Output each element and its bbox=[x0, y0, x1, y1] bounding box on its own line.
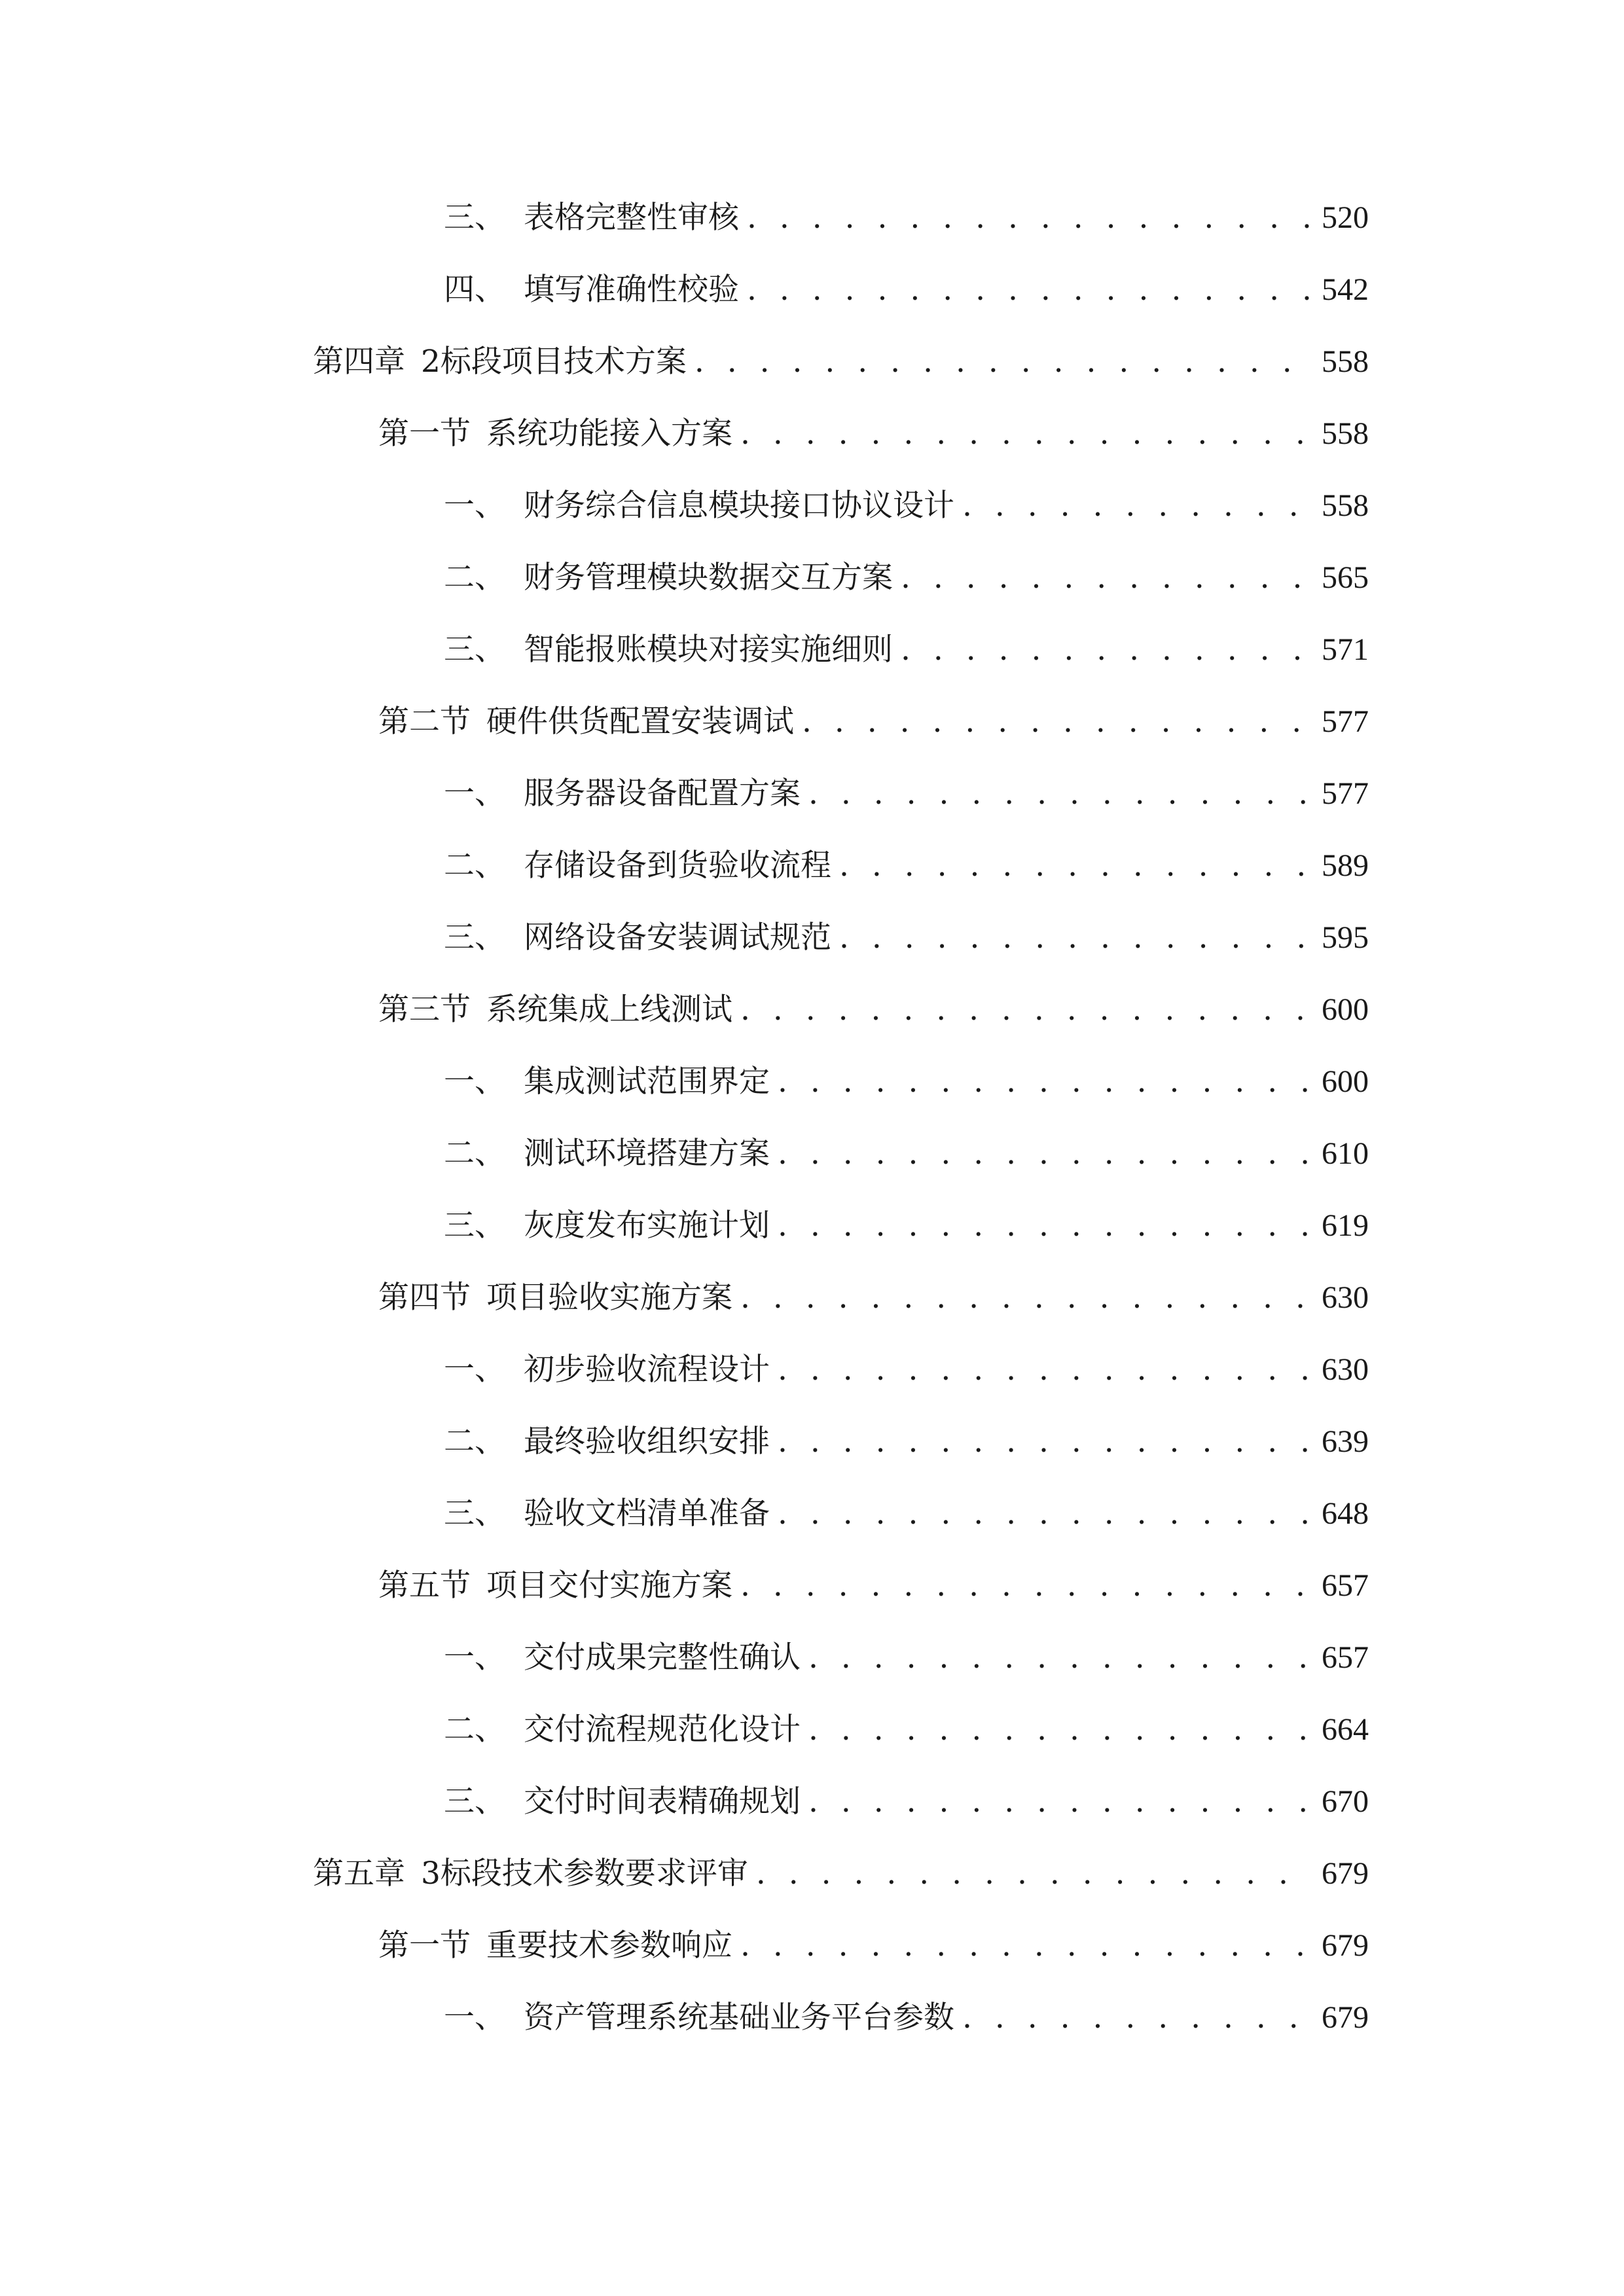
toc-entry[interactable] bbox=[444, 1992, 1369, 2044]
toc-entry-number: 一、 bbox=[444, 1352, 505, 1388]
toc-entry[interactable] bbox=[444, 1488, 1369, 1540]
toc-entry-page: 619 bbox=[1322, 1208, 1369, 1243]
toc-entry-title: 项目验收实施方案 bbox=[486, 1280, 732, 1316]
toc-entry-number: 三、 bbox=[444, 200, 505, 236]
toc-entry-number: 第四章 bbox=[313, 344, 405, 380]
toc-entry-number: 二、 bbox=[444, 1424, 505, 1460]
toc-entry-page: 600 bbox=[1322, 992, 1369, 1027]
toc-section-entry[interactable] bbox=[378, 408, 1369, 460]
toc-entry[interactable] bbox=[444, 1344, 1369, 1396]
toc-entry-page: 520 bbox=[1322, 200, 1369, 235]
toc-section-entry[interactable] bbox=[378, 696, 1369, 748]
toc-entry[interactable] bbox=[444, 768, 1369, 820]
toc-entry-number: 第四节 bbox=[378, 1280, 471, 1316]
toc-entry-page: 577 bbox=[1322, 776, 1369, 811]
toc-section-entry[interactable] bbox=[378, 984, 1369, 1036]
dot-leader bbox=[839, 912, 1312, 964]
dot-leader bbox=[740, 984, 1312, 1036]
dot-leader bbox=[778, 1200, 1312, 1252]
dot-leader bbox=[901, 624, 1312, 676]
dot-leader bbox=[778, 1488, 1312, 1540]
toc-entry-number: 一、 bbox=[444, 1064, 505, 1100]
toc-entry-number: 第一节 bbox=[378, 1928, 471, 1964]
toc-entry-page: 558 bbox=[1322, 416, 1369, 451]
toc-entry-title: 交付成果完整性确认 bbox=[524, 1640, 801, 1676]
toc-entry[interactable] bbox=[444, 912, 1369, 964]
dot-leader bbox=[962, 480, 1312, 532]
toc-entry-title: 硬件供货配置安装调试 bbox=[486, 704, 794, 740]
toc-entry-page: 679 bbox=[1322, 1928, 1369, 1963]
toc-entry-title: 交付流程规范化设计 bbox=[524, 1712, 801, 1748]
dot-leader bbox=[839, 840, 1312, 892]
toc-entry-page: 648 bbox=[1322, 1496, 1369, 1531]
toc-entry-title: 服务器设备配置方案 bbox=[524, 776, 801, 812]
toc-entry-title: 表格完整性审核 bbox=[524, 200, 739, 236]
toc-entry-page: 577 bbox=[1322, 704, 1369, 739]
toc-entry-number: 第三节 bbox=[378, 992, 471, 1028]
dot-leader bbox=[695, 336, 1312, 388]
dot-leader bbox=[802, 696, 1312, 748]
toc-entry-page: 664 bbox=[1322, 1712, 1369, 1747]
toc-entry-number: 第五节 bbox=[378, 1568, 471, 1604]
toc-entry-title: 项目交付实施方案 bbox=[486, 1568, 732, 1604]
toc-section-entry[interactable] bbox=[378, 1920, 1369, 1972]
toc-entry-number: 第二节 bbox=[378, 704, 471, 740]
toc-entry-number: 三、 bbox=[444, 1784, 505, 1820]
toc-entry-title: 2标段项目技术方案 bbox=[421, 344, 687, 380]
dot-leader bbox=[740, 1920, 1312, 1972]
toc-entry-number: 二、 bbox=[444, 560, 505, 596]
toc-entry-title: 财务管理模块数据交互方案 bbox=[524, 560, 893, 596]
toc-entry[interactable] bbox=[444, 1632, 1369, 1684]
toc-entry-page: 610 bbox=[1322, 1136, 1369, 1171]
toc-entry-number: 一、 bbox=[444, 488, 505, 524]
toc-entry-number: 三、 bbox=[444, 1496, 505, 1532]
toc-entry-title: 财务综合信息模块接口协议设计 bbox=[524, 488, 954, 524]
dot-leader bbox=[778, 1056, 1312, 1108]
toc-entry[interactable] bbox=[444, 1128, 1369, 1180]
toc-entry-title: 灰度发布实施计划 bbox=[524, 1208, 770, 1244]
dot-leader bbox=[962, 1992, 1312, 2044]
dot-leader bbox=[747, 264, 1312, 316]
toc-entry-page: 657 bbox=[1322, 1640, 1369, 1675]
dot-leader bbox=[740, 1272, 1312, 1324]
toc-entry[interactable] bbox=[444, 840, 1369, 892]
toc-entry-title: 网络设备安装调试规范 bbox=[524, 920, 831, 956]
toc-chapter-entry[interactable] bbox=[313, 1848, 1369, 1900]
toc-entry-number: 第五章 bbox=[313, 1856, 405, 1892]
dot-leader bbox=[747, 192, 1312, 244]
toc-entry-page: 558 bbox=[1322, 488, 1369, 523]
toc-entry-title: 资产管理系统基础业务平台参数 bbox=[524, 2000, 954, 2036]
toc-entry-title: 最终验收组织安排 bbox=[524, 1424, 770, 1460]
dot-leader bbox=[740, 408, 1312, 460]
toc-entry-title: 重要技术参数响应 bbox=[486, 1928, 732, 1964]
toc-entry[interactable] bbox=[444, 264, 1369, 316]
toc-entry-page: 589 bbox=[1322, 848, 1369, 883]
toc-entry-title: 系统功能接入方案 bbox=[486, 416, 732, 452]
toc-entry-number: 四、 bbox=[444, 272, 505, 308]
toc-entry[interactable] bbox=[444, 480, 1369, 532]
dot-leader bbox=[808, 1704, 1312, 1756]
toc-entry-number: 二、 bbox=[444, 1136, 505, 1172]
toc-entry-title: 验收文档清单准备 bbox=[524, 1496, 770, 1532]
dot-leader bbox=[808, 1632, 1312, 1684]
toc-entry-number: 一、 bbox=[444, 1640, 505, 1676]
toc-entry-number: 第一节 bbox=[378, 416, 471, 452]
toc-entry-number: 二、 bbox=[444, 1712, 505, 1748]
toc-entry[interactable] bbox=[444, 1776, 1369, 1828]
dot-leader bbox=[756, 1848, 1312, 1900]
toc-entry[interactable] bbox=[444, 624, 1369, 676]
toc-entry[interactable] bbox=[444, 1704, 1369, 1756]
dot-leader bbox=[778, 1416, 1312, 1468]
toc-entry-title: 填写准确性校验 bbox=[524, 272, 739, 308]
dot-leader bbox=[808, 1776, 1312, 1828]
toc-entry-number: 一、 bbox=[444, 776, 505, 812]
toc-entry-title: 初步验收流程设计 bbox=[524, 1352, 770, 1388]
toc-entry[interactable] bbox=[444, 1200, 1369, 1252]
toc-entry-number: 一、 bbox=[444, 2000, 505, 2036]
toc-entry[interactable] bbox=[444, 1416, 1369, 1468]
toc-entry-page: 679 bbox=[1322, 1856, 1369, 1891]
toc-entry-title: 交付时间表精确规划 bbox=[524, 1784, 801, 1820]
toc-entry-page: 670 bbox=[1322, 1784, 1369, 1819]
toc-section-entry[interactable] bbox=[378, 1272, 1369, 1324]
dot-leader bbox=[740, 1560, 1312, 1612]
toc-entry-page: 565 bbox=[1322, 560, 1369, 595]
toc-entry-title: 系统集成上线测试 bbox=[486, 992, 732, 1028]
toc-entry-page: 639 bbox=[1322, 1424, 1369, 1459]
toc-entry-number: 三、 bbox=[444, 920, 505, 956]
toc-entry-page: 630 bbox=[1322, 1280, 1369, 1315]
dot-leader bbox=[778, 1344, 1312, 1396]
toc-entry-title: 3标段技术参数要求评审 bbox=[421, 1856, 748, 1892]
toc-entry-page: 657 bbox=[1322, 1568, 1369, 1603]
toc-entry-page: 542 bbox=[1322, 272, 1369, 307]
toc-entry-number: 三、 bbox=[444, 632, 505, 668]
toc-entry-title: 存储设备到货验收流程 bbox=[524, 848, 831, 884]
toc-entry-title: 智能报账模块对接实施细则 bbox=[524, 632, 893, 668]
toc-entry-title: 测试环境搭建方案 bbox=[524, 1136, 770, 1172]
toc-entry-page: 595 bbox=[1322, 920, 1369, 955]
toc-entry[interactable] bbox=[444, 1056, 1369, 1108]
toc-entry-number: 三、 bbox=[444, 1208, 505, 1244]
toc-entry[interactable] bbox=[444, 552, 1369, 604]
toc-section-entry[interactable] bbox=[378, 1560, 1369, 1612]
toc-entry-page: 600 bbox=[1322, 1064, 1369, 1099]
dot-leader bbox=[808, 768, 1312, 820]
toc-entry-number: 二、 bbox=[444, 848, 505, 884]
toc-chapter-entry[interactable] bbox=[313, 336, 1369, 388]
dot-leader bbox=[778, 1128, 1312, 1180]
toc-entry-page: 571 bbox=[1322, 632, 1369, 667]
toc-entry[interactable] bbox=[444, 192, 1369, 244]
toc-entry-page: 558 bbox=[1322, 344, 1369, 379]
dot-leader bbox=[901, 552, 1312, 604]
toc-entry-page: 679 bbox=[1322, 2000, 1369, 2035]
toc-entry-page: 630 bbox=[1322, 1352, 1369, 1387]
toc-entry-title: 集成测试范围界定 bbox=[524, 1064, 770, 1100]
